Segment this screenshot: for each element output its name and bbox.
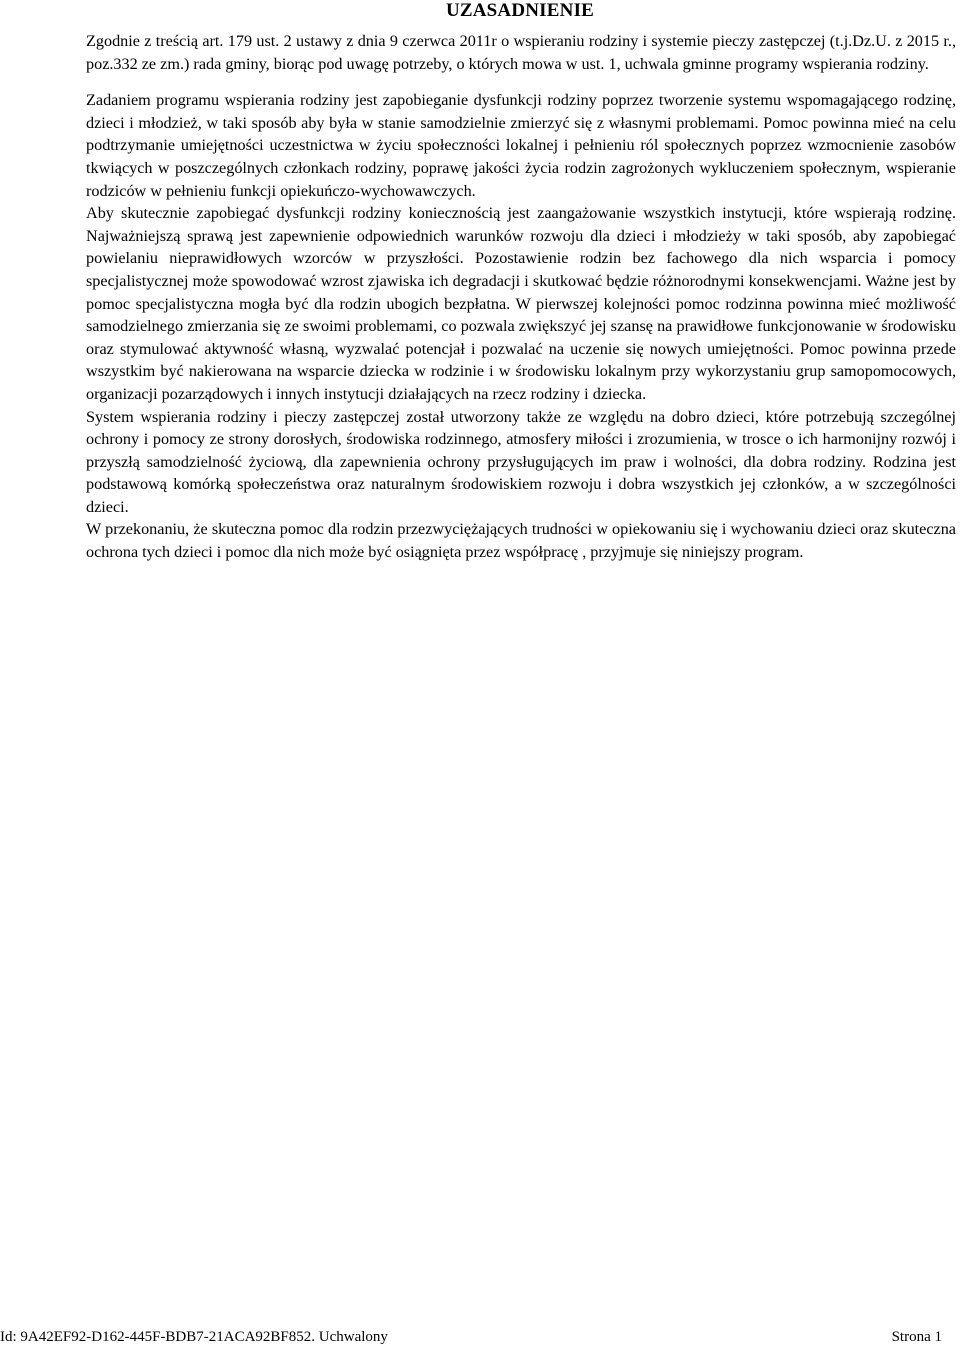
paragraph-legal-basis: Zgodnie z treścią art. 179 ust. 2 ustawy z dnia 9 czerwca 2011r o wspieraniu rodziny i systemie pieczy zastępczej (t.j.Dz.U. z 2015 r., poz.332 ze zm.) rada gminy, biorąc pod uwagę potrzeby, o których mowa w ust. 1, uchwala gminne programy wspierania rodziny. <box>86 32 956 73</box>
document-title: UZASADNIENIE <box>445 0 595 21</box>
page-number: Strona 1 <box>891 1329 942 1345</box>
document-id: Id: 9A42EF92-D162-445F-BDB7-21ACA92BF852. Uchwalony <box>0 1329 388 1345</box>
paragraph-program-goal: Zadaniem programu wspierania rodziny jest zapobieganie dysfunkcji rodziny poprzez tworzenie systemu wspomagającego rodzinę, dzieci i młodzież, w taki sposób aby była w stanie samodzielnie zmierzyć się z własnymi problemami. Pomoc powinna mieć na celu podtrzymanie umiejętności uczestnictwa w życiu społeczności lokalnej i pełnieniu ról społecznych poprzez wzmocnienie zasobów tkwiących w poszczególnych członkach rodziny, poprawę jakości życia rodzin zagrożonych wykluczeniem społecznym, wspieranie rodziców w pełnieniu funkcji opiekuńczo-wychowawczych. <box>86 91 956 200</box>
document-body <box>86 30 956 564</box>
paragraph-support-system: System wspierania rodziny i pieczy zastępczej został utworzony także ze względu na dobro dzieci, które potrzebują szczególnej ochrony i pomocy ze strony dorosłych, środowiska rodzinnego, atmosfery miłości i zrozumienia, w trosce o ich harmonijny rozwój i przyszłą samodzielność życiową, dla zapewnienia ochrony przysługujących im praw i wolności, dla dobra rodziny. Rodzina jest podstawową komórką społeczeństwa oraz naturalnym środowiskiem rozwoju i dobra wszystkich jej członków, a w szczególności dzieci. <box>86 407 956 516</box>
paragraph-conclusion: W przekonaniu, że skuteczna pomoc dla rodzin przezwyciężających trudności w opiekowaniu się i wychowaniu dzieci oraz skuteczna ochrona tych dzieci i pomoc dla nich może być osiągnięta przez współpracę , przyjmuje się niniejszy program. <box>86 520 956 562</box>
paragraph-prevention: Aby skutecznie zapobiegać dysfunkcji rodziny koniecznością jest zaangażowanie wszystkich instytucji, które wspierają rodzinę. Najważniejszą sprawą jest zapewnienie odpowiednich warunków rozwoju dla dzieci i młodzieży w taki sposób, aby zapobiegać powielaniu nieprawidłowych wzorców w przyszłości. Pozostawienie rodzin bez fachowego dla nich wsparcia i pomocy specjalistycznej może spowodować wzrost zjawiska ich degradacji i skutkować będzie różnorodnymi konsekwencjami. Ważne jest by pomoc specjalistyczna mogła być dla rodzin ubogich bezpłatna. W pierwszej kolejności pomoc rodzinna powinna mieć możliwość samodzielnego zmierzania się ze swoimi problemami, co pozwala zwiększyć jej szansę na prawidłowe funkcjonowanie w środowisku oraz stymulować aktywność własną, wyzwalać potencjał i pozwalać na uczenie się nowych umiejętności. Pomoc powinna przede wszystkim być nakierowana na wsparcie dziecka w rodzinie i w środowisku lokalnym przy wykorzystaniu grup samopomocowych, organizacji pozarządowych i innych instytucji działających na rzecz rodziny i dziecka. <box>86 204 956 403</box>
